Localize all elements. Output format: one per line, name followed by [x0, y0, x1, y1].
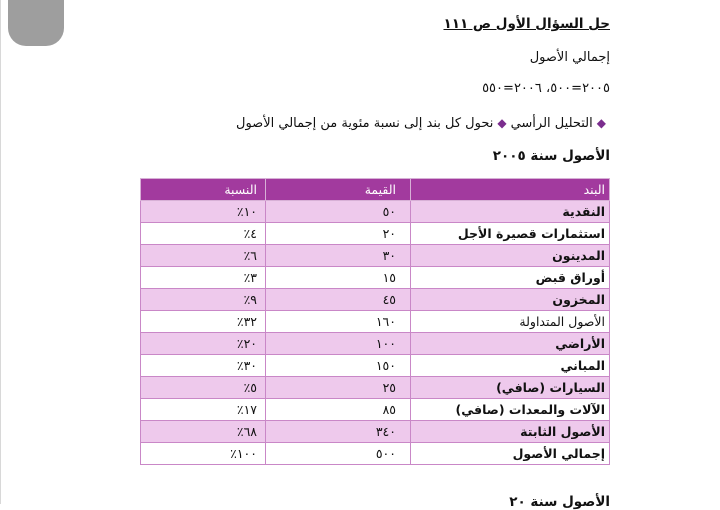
assets-table: [140, 178, 610, 465]
table-row: [141, 421, 610, 443]
row-percent: ٦٪: [141, 245, 266, 267]
row-item: استثمارات قصيرة الأجل: [411, 223, 610, 245]
row-value: ٢٥: [266, 377, 411, 399]
row-percent: ٥٪: [141, 377, 266, 399]
row-percent: ٦٨٪: [141, 421, 266, 443]
row-item: الأصول الثابتة: [411, 421, 610, 443]
table-header-row: [141, 179, 610, 201]
row-value: ٤٥: [266, 289, 411, 311]
grape-icon: ◆: [596, 116, 606, 130]
row-value: ١٠٠: [266, 333, 411, 355]
table-row: [141, 245, 610, 267]
row-item: الآلات والمعدات (صافي): [411, 399, 610, 421]
row-percent: ٣٠٪: [141, 355, 266, 377]
header-value: القيمة: [266, 179, 411, 201]
row-value: ١٥: [266, 267, 411, 289]
total-assets-label: إجمالي الأصول: [529, 50, 610, 65]
table-row: [141, 201, 610, 223]
row-value: ٣٤٠: [266, 421, 411, 443]
page-heading: حل السؤال الأول ص ١١١: [443, 16, 610, 32]
next-section-title: الأصول سنة ٢٠: [509, 494, 610, 510]
bullet-text-2: نحول كل بند إلى نسبة مئوية من إجمالي الأصول: [236, 116, 494, 131]
row-percent: ١٧٪: [141, 399, 266, 421]
row-percent: ١٠٠٪: [141, 443, 266, 465]
row-value: ٥٠٠: [266, 443, 411, 465]
row-item: المدينون: [411, 245, 610, 267]
row-percent: ٣٢٪: [141, 311, 266, 333]
table-row: [141, 289, 610, 311]
corner-tab: [8, 0, 64, 46]
table-row: [141, 377, 610, 399]
section-title: الأصول سنة ٢٠٠٥: [492, 148, 610, 164]
table-row: [141, 223, 610, 245]
table-row: [141, 267, 610, 289]
row-item: السيارات (صافي): [411, 377, 610, 399]
row-value: ٨٥: [266, 399, 411, 421]
row-item: المباني: [411, 355, 610, 377]
bullet-line: [236, 116, 610, 131]
header-item: البند: [411, 179, 610, 201]
row-value: ١٦٠: [266, 311, 411, 333]
row-item: النقدية: [411, 201, 610, 223]
row-value: ٣٠: [266, 245, 411, 267]
row-percent: ٣٪: [141, 267, 266, 289]
row-item: إجمالي الأصول: [411, 443, 610, 465]
table-row: [141, 355, 610, 377]
row-value: ١٥٠: [266, 355, 411, 377]
table-row: [141, 333, 610, 355]
row-item: أوراق قبض: [411, 267, 610, 289]
table-row: [141, 399, 610, 421]
row-value: ٥٠: [266, 201, 411, 223]
row-item: الأراضي: [411, 333, 610, 355]
row-item: الأصول المتداولة: [411, 311, 610, 333]
row-percent: ٢٠٪: [141, 333, 266, 355]
row-percent: ٩٪: [141, 289, 266, 311]
bullet-text-1: التحليل الرأسي: [510, 116, 593, 131]
row-percent: ١٠٪: [141, 201, 266, 223]
header-percent: النسبة: [141, 179, 266, 201]
table-row: [141, 311, 610, 333]
years-line: ٢٠٠٥=٥٠٠، ٢٠٠٦=٥٥٠: [482, 81, 610, 96]
row-item: المخزون: [411, 289, 610, 311]
grape-icon: ◆: [497, 116, 507, 130]
row-value: ٢٠: [266, 223, 411, 245]
row-percent: ٤٪: [141, 223, 266, 245]
table-row: [141, 443, 610, 465]
